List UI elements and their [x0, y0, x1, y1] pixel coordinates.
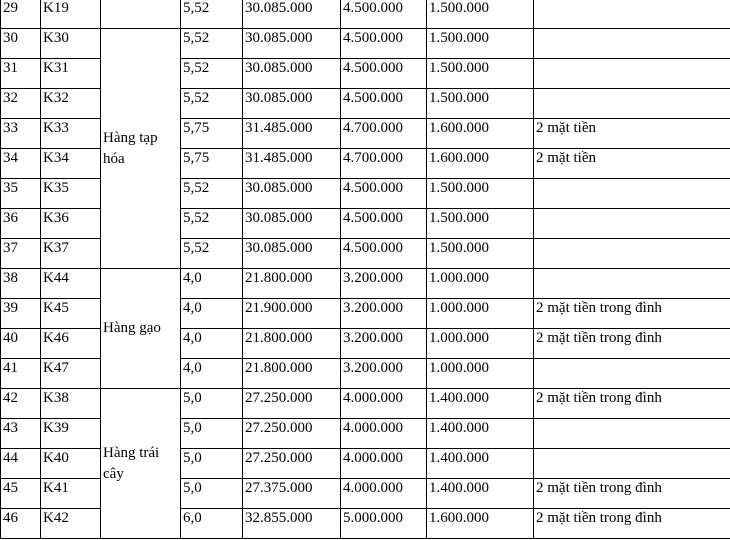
table-row	[1, 0, 730, 29]
cell-fee: 1.500.000	[427, 29, 534, 59]
cell-group-trai-cay: Hàng trái cây	[101, 389, 181, 539]
cell-stt: 45	[1, 479, 41, 509]
cell-area: 5,52	[181, 59, 243, 89]
cell-note: 2 mặt tiền trong đình	[534, 389, 730, 419]
cell-group	[101, 0, 181, 29]
cell-note	[534, 89, 730, 119]
cell-total: 21.800.000	[243, 329, 341, 359]
cell-note	[534, 209, 730, 239]
cell-group-gao: Hàng gạo	[101, 269, 181, 389]
cell-group-tap-hoa: Hàng tạp hóa	[101, 29, 181, 269]
cell-total: 30.085.000	[243, 209, 341, 239]
cell-note: 2 mặt tiền trong đình	[534, 299, 730, 329]
cell-rent: 4.000.000	[341, 389, 427, 419]
cell-area: 4,0	[181, 299, 243, 329]
cell-rent: 4.700.000	[341, 119, 427, 149]
cell-total: 27.250.000	[243, 419, 341, 449]
cell-stt: 31	[1, 59, 41, 89]
cell-total: 30.085.000	[243, 59, 341, 89]
cell-rent: 3.200.000	[341, 269, 427, 299]
cell-kiot: K30	[41, 29, 101, 59]
cell-fee: 1.600.000	[427, 149, 534, 179]
cell-fee: 1.400.000	[427, 479, 534, 509]
cell-area: 5,52	[181, 239, 243, 269]
cell-note	[534, 359, 730, 389]
cell-rent: 3.200.000	[341, 329, 427, 359]
cell-area: 5,52	[181, 89, 243, 119]
table-row	[1, 29, 730, 59]
cell-total: 30.085.000	[243, 0, 341, 29]
cell-fee: 1.500.000	[427, 0, 534, 29]
cell-fee: 1.000.000	[427, 359, 534, 389]
cell-stt: 36	[1, 209, 41, 239]
cell-note	[534, 179, 730, 209]
cell-area: 5,52	[181, 179, 243, 209]
cell-rent: 4.000.000	[341, 479, 427, 509]
cell-area: 4,0	[181, 269, 243, 299]
cell-area: 5,52	[181, 209, 243, 239]
cell-fee: 1.500.000	[427, 89, 534, 119]
cell-fee: 1.400.000	[427, 419, 534, 449]
cell-fee: 1.000.000	[427, 269, 534, 299]
cell-total: 27.250.000	[243, 449, 341, 479]
cell-total: 27.375.000	[243, 479, 341, 509]
cell-area: 5,0	[181, 389, 243, 419]
cell-note	[534, 59, 730, 89]
cell-kiot: K39	[41, 419, 101, 449]
cell-rent: 4.000.000	[341, 419, 427, 449]
cell-kiot: K46	[41, 329, 101, 359]
cell-note: 2 mặt tiền	[534, 149, 730, 179]
cell-kiot: K37	[41, 239, 101, 269]
cell-kiot: K41	[41, 479, 101, 509]
cell-rent: 4.500.000	[341, 89, 427, 119]
cell-area: 4,0	[181, 329, 243, 359]
cell-area: 5,52	[181, 0, 243, 29]
cell-kiot: K40	[41, 449, 101, 479]
cell-stt: 40	[1, 329, 41, 359]
cell-kiot: K36	[41, 209, 101, 239]
cell-total: 27.250.000	[243, 389, 341, 419]
cell-rent: 4.500.000	[341, 209, 427, 239]
cell-note	[534, 419, 730, 449]
cell-kiot: K35	[41, 179, 101, 209]
cell-fee: 1.600.000	[427, 119, 534, 149]
cell-note: 2 mặt tiền trong đình	[534, 329, 730, 359]
cell-stt: 39	[1, 299, 41, 329]
cell-total: 30.085.000	[243, 179, 341, 209]
cell-kiot: K42	[41, 509, 101, 539]
cell-kiot: K47	[41, 359, 101, 389]
cell-kiot: K45	[41, 299, 101, 329]
cell-rent: 4.500.000	[341, 239, 427, 269]
cell-area: 5,0	[181, 419, 243, 449]
cell-rent: 4.500.000	[341, 179, 427, 209]
cell-kiot: K19	[41, 0, 101, 29]
cell-rent: 3.200.000	[341, 299, 427, 329]
cell-total: 31.485.000	[243, 149, 341, 179]
cell-stt: 41	[1, 359, 41, 389]
cell-rent: 4.700.000	[341, 149, 427, 179]
cell-rent: 4.000.000	[341, 449, 427, 479]
cell-stt: 43	[1, 419, 41, 449]
cell-stt: 32	[1, 89, 41, 119]
cell-stt: 38	[1, 269, 41, 299]
cell-fee: 1.500.000	[427, 179, 534, 209]
cell-area: 5,52	[181, 29, 243, 59]
cell-kiot: K38	[41, 389, 101, 419]
cell-rent: 4.500.000	[341, 29, 427, 59]
cell-total: 32.855.000	[243, 509, 341, 539]
cell-stt: 44	[1, 449, 41, 479]
cell-note	[534, 0, 730, 29]
cell-rent: 4.500.000	[341, 59, 427, 89]
cell-rent: 4.500.000	[341, 0, 427, 29]
cell-note: 2 mặt tiền	[534, 119, 730, 149]
cell-fee: 1.500.000	[427, 239, 534, 269]
cell-note	[534, 449, 730, 479]
cell-fee: 1.500.000	[427, 59, 534, 89]
cell-stt: 30	[1, 29, 41, 59]
cell-fee: 1.400.000	[427, 389, 534, 419]
cell-stt: 29	[1, 0, 41, 29]
table-row	[1, 389, 730, 419]
cell-kiot: K34	[41, 149, 101, 179]
cell-total: 31.485.000	[243, 119, 341, 149]
cell-area: 5,0	[181, 449, 243, 479]
cell-rent: 5.000.000	[341, 509, 427, 539]
cell-fee: 1.600.000	[427, 509, 534, 539]
cell-fee: 1.500.000	[427, 209, 534, 239]
cell-stt: 42	[1, 389, 41, 419]
cell-kiot: K44	[41, 269, 101, 299]
cell-total: 21.900.000	[243, 299, 341, 329]
cell-kiot: K32	[41, 89, 101, 119]
cell-fee: 1.000.000	[427, 299, 534, 329]
cell-stt: 35	[1, 179, 41, 209]
cell-area: 5,75	[181, 119, 243, 149]
cell-rent: 3.200.000	[341, 359, 427, 389]
table-row	[1, 269, 730, 299]
cell-stt: 37	[1, 239, 41, 269]
cell-total: 21.800.000	[243, 359, 341, 389]
cell-fee: 1.000.000	[427, 329, 534, 359]
cell-total: 30.085.000	[243, 89, 341, 119]
cell-note	[534, 269, 730, 299]
cell-area: 6,0	[181, 509, 243, 539]
cell-area: 5,0	[181, 479, 243, 509]
cell-total: 30.085.000	[243, 29, 341, 59]
cell-area: 4,0	[181, 359, 243, 389]
cell-kiot: K31	[41, 59, 101, 89]
cell-stt: 46	[1, 509, 41, 539]
cell-stt: 34	[1, 149, 41, 179]
cell-area: 5,75	[181, 149, 243, 179]
cell-note: 2 mặt tiền trong đình	[534, 509, 730, 539]
cell-note	[534, 29, 730, 59]
cell-total: 21.800.000	[243, 269, 341, 299]
cell-kiot: K33	[41, 119, 101, 149]
cell-note	[534, 239, 730, 269]
cell-fee: 1.400.000	[427, 449, 534, 479]
cell-stt: 33	[1, 119, 41, 149]
cell-total: 30.085.000	[243, 239, 341, 269]
cell-note: 2 mặt tiền trong đình	[534, 479, 730, 509]
